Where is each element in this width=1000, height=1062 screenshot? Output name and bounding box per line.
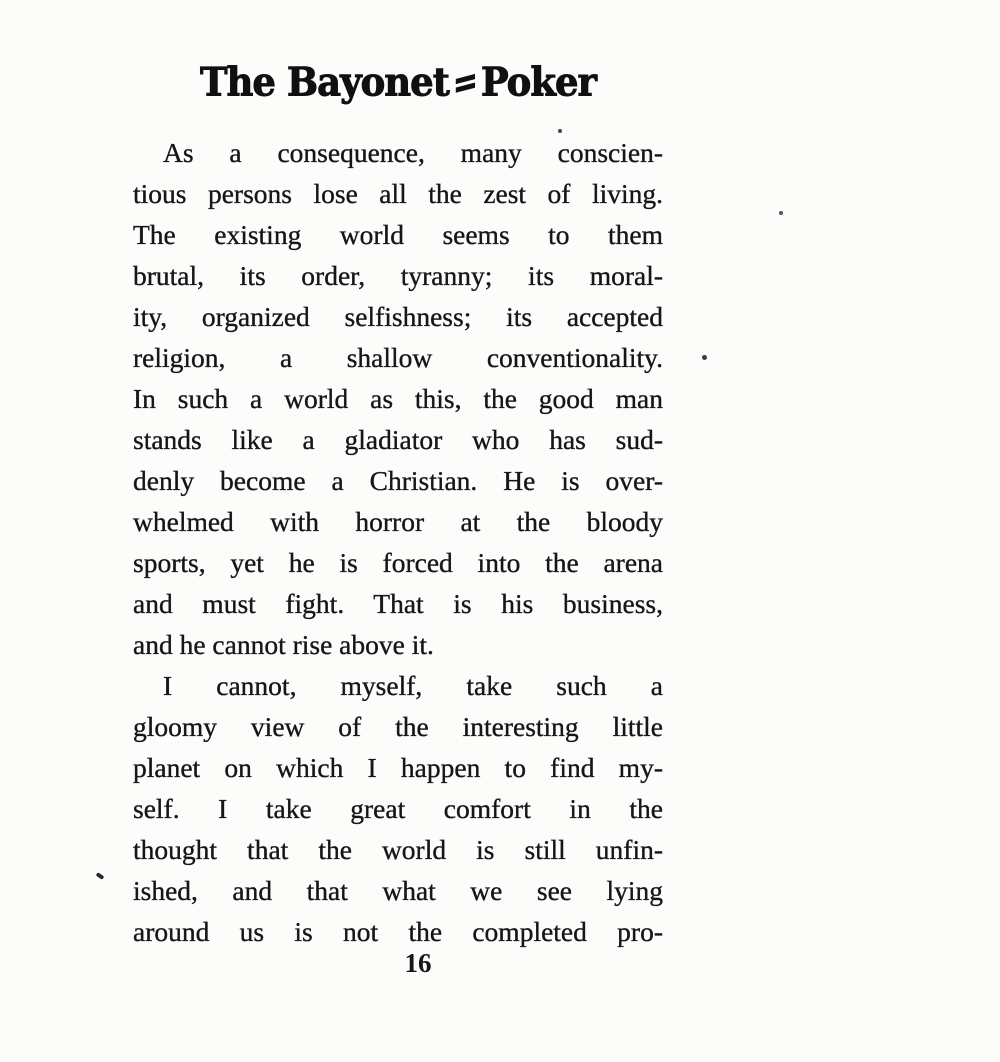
text-line: and must fight. That is his business, — [133, 588, 663, 619]
text-line: ished, and that what we see lying — [133, 875, 663, 906]
text-line: around us is not the completed pro- — [133, 916, 663, 947]
page-header-title — [133, 55, 663, 109]
scan-artifact — [558, 129, 562, 133]
scan-artifact — [96, 872, 105, 880]
body-text — [133, 132, 663, 952]
page-number: 16 — [404, 948, 432, 978]
text-line: In such a world as this, the good man — [133, 383, 663, 414]
text-line: As a consequence, many conscien- — [163, 137, 663, 168]
text-line: I cannot, myself, take such a — [163, 670, 663, 701]
title-separator: = — [452, 55, 477, 109]
title-text-right: Poker — [480, 58, 597, 106]
text-line: ity, organized selfishness; its accepted — [133, 301, 663, 332]
text-line: gloomy view of the interesting little — [133, 711, 663, 742]
scan-artifact — [779, 211, 783, 215]
text-line: thought that the world is still unfin- — [133, 834, 663, 865]
text-line: The existing world seems to them — [133, 219, 663, 250]
text-line: religion, a shallow conventionality. — [133, 342, 663, 373]
title-text-left: The Bayonet — [199, 58, 449, 106]
text-line: sports, yet he is forced into the arena — [133, 547, 663, 578]
text-line: planet on which I happen to find my- — [133, 752, 663, 783]
text-line: whelmed with horror at the bloody — [133, 506, 663, 537]
text-line: self. I take great comfort in the — [133, 793, 663, 824]
scan-artifact — [702, 355, 707, 360]
text-line: stands like a gladiator who has sud- — [133, 424, 663, 455]
text-line: tious persons lose all the zest of living. — [133, 178, 663, 209]
text-line: denly become a Christian. He is over- — [133, 465, 663, 496]
text-line: brutal, its order, tyranny; its moral- — [133, 260, 663, 291]
text-line: and he cannot rise above it. — [133, 629, 434, 660]
